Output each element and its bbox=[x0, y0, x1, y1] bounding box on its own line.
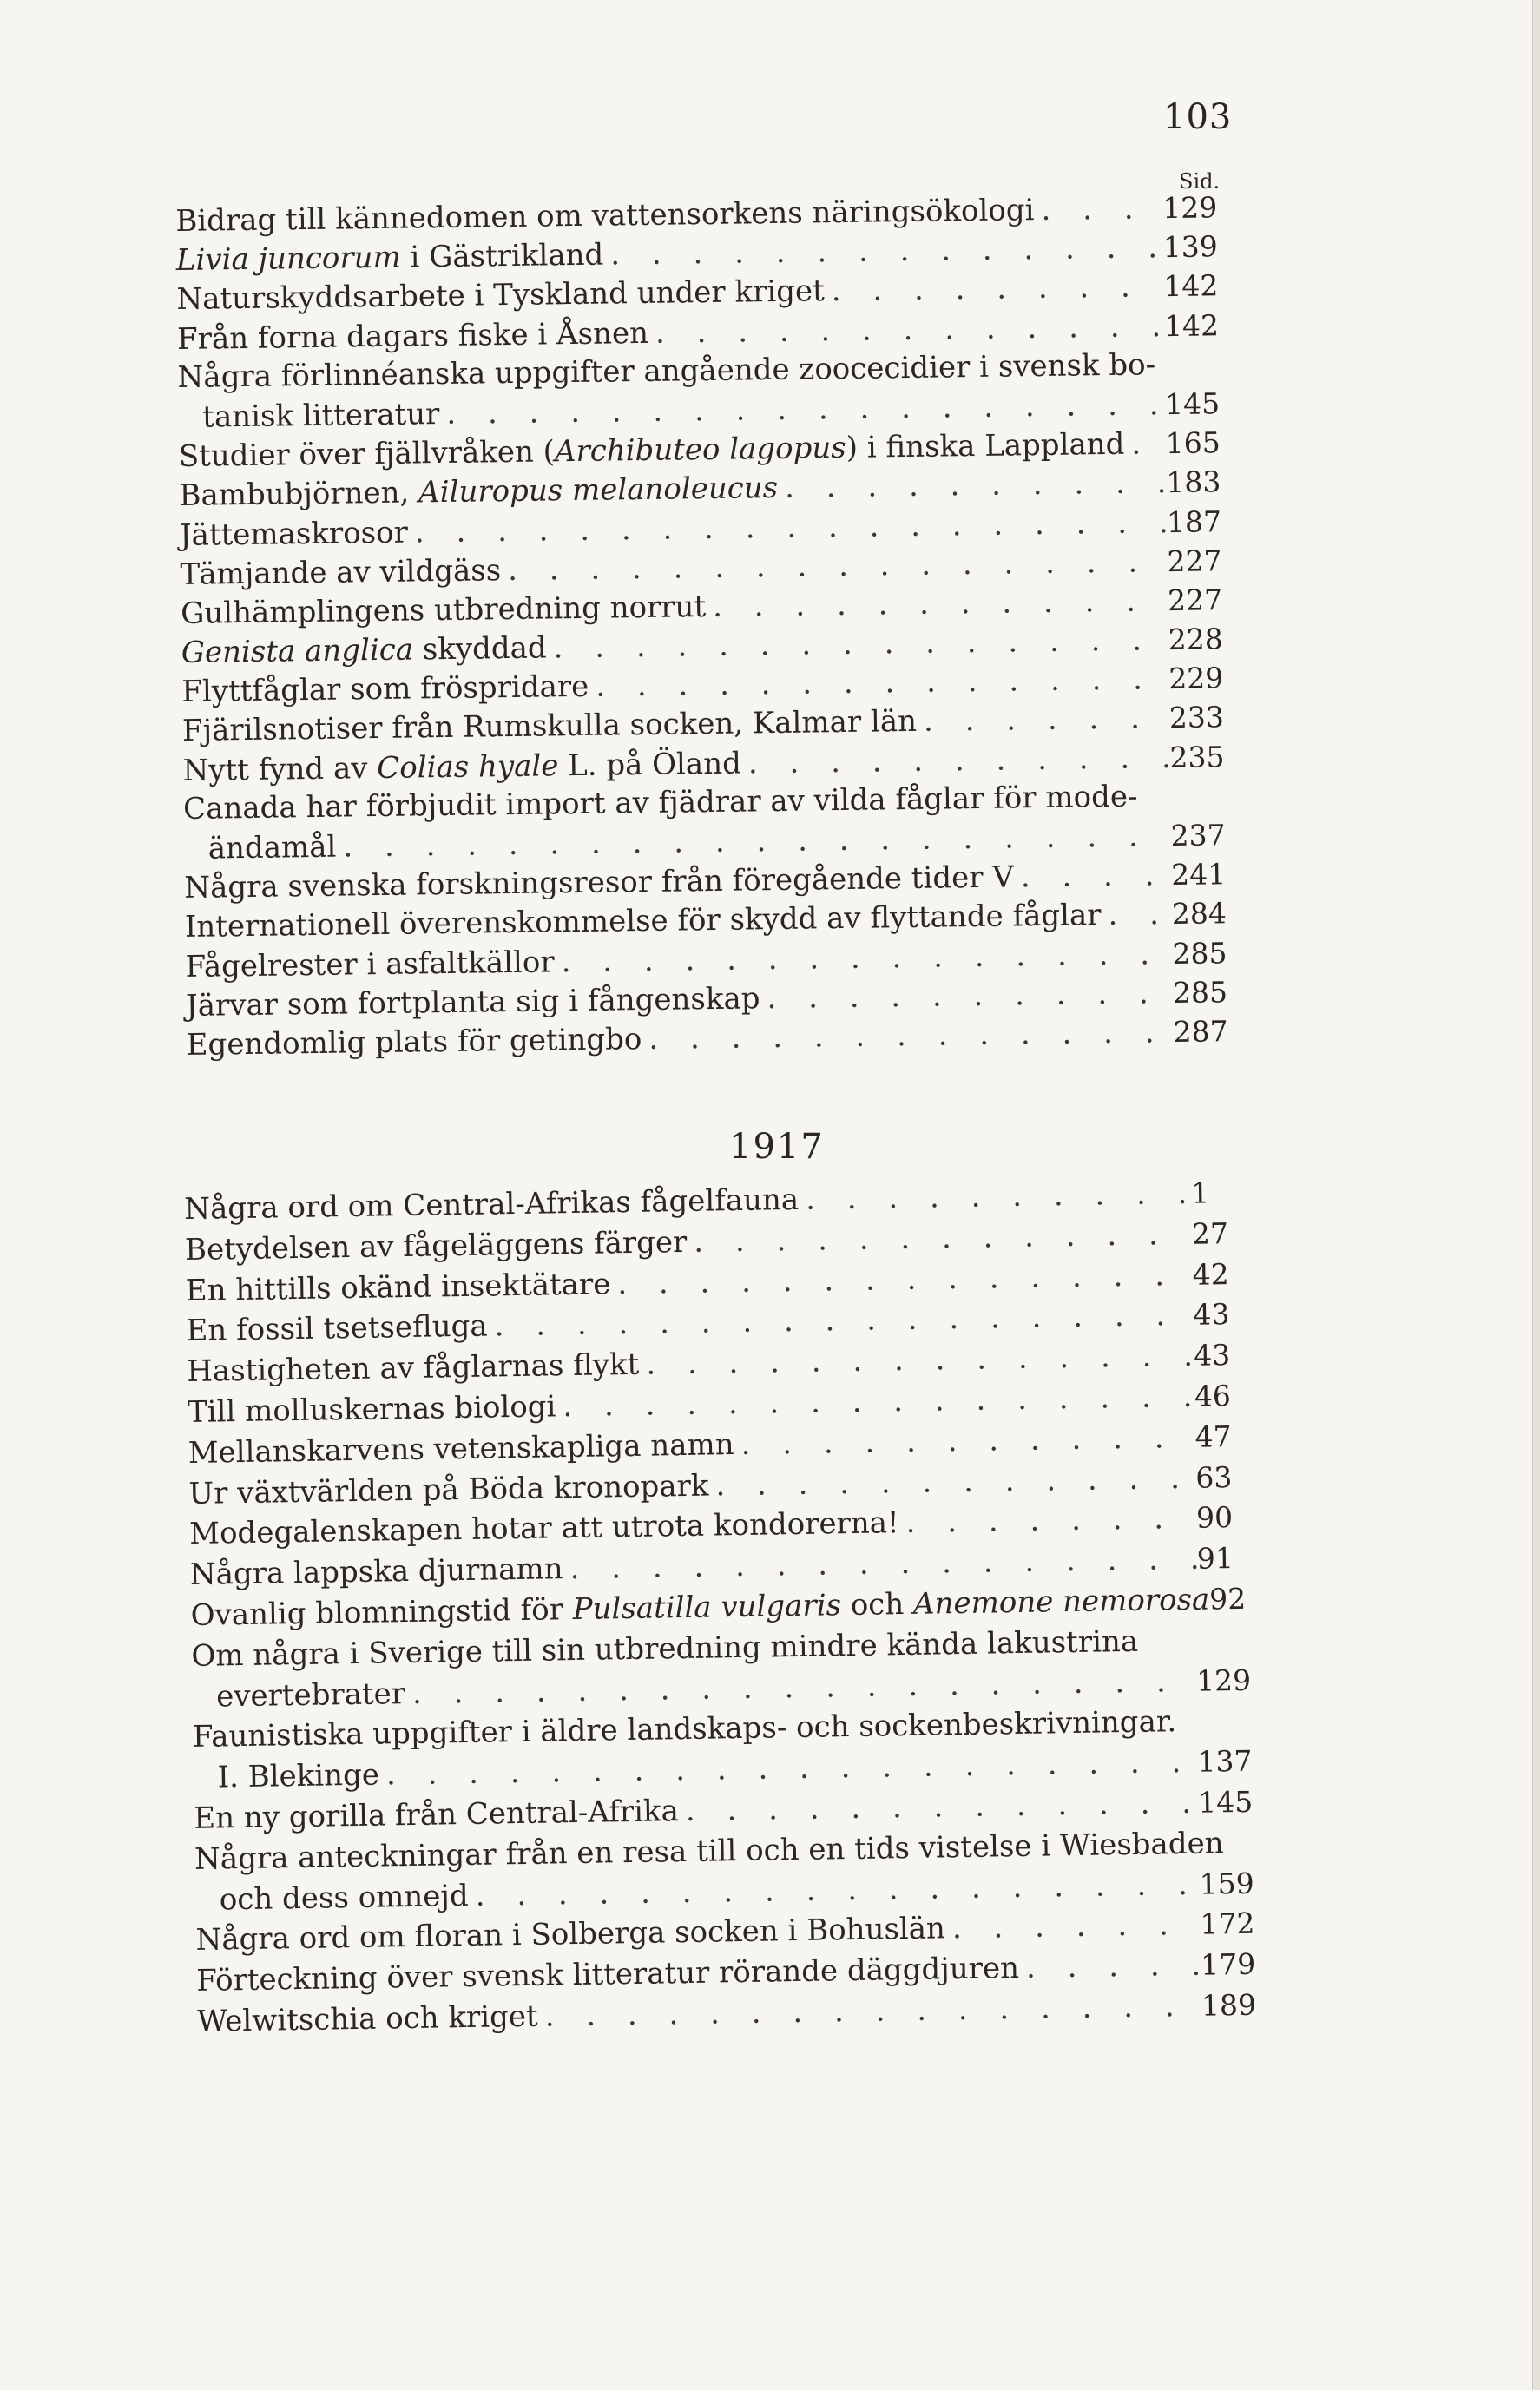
toc-entry-title: Fjärilsnotiser från Rumskulla socken, Kalmar län bbox=[181, 704, 918, 749]
toc-entry-page: 227 bbox=[1167, 543, 1222, 578]
toc-section-2 bbox=[184, 1173, 1256, 2043]
toc-entry-title: Hastigheten av fåglarnas flykt bbox=[186, 1346, 640, 1390]
dot-leader bbox=[799, 1174, 1192, 1221]
toc-entry-title: Ur växtvärlden på Böda kronopark bbox=[188, 1468, 709, 1511]
toc-section-1 bbox=[175, 188, 1228, 1064]
dot-leader bbox=[1124, 425, 1166, 464]
title-text: skyddad bbox=[412, 630, 547, 668]
title-text: L. på Öland bbox=[558, 746, 742, 783]
toc-entry-title: Canada har förbjudit import av fjädrar av vilda fåglar för mode- bbox=[182, 779, 1138, 826]
toc-entry-title: En hittills okänd insektätare bbox=[185, 1266, 611, 1308]
toc-entry-page: 129 bbox=[1162, 190, 1218, 226]
toc-entry-title: Betydelsen av fågeläggens färger bbox=[184, 1224, 688, 1267]
dot-leader bbox=[945, 1905, 1201, 1949]
title-text: Studier över fjällvråken ( bbox=[178, 434, 556, 475]
toc-entry-page: 187 bbox=[1166, 504, 1222, 539]
toc-entry-title: Flyttfåglar som fröspridare bbox=[181, 669, 589, 710]
dot-leader bbox=[824, 267, 1163, 311]
toc-entry-page: 47 bbox=[1194, 1419, 1232, 1454]
toc-entry-page: 145 bbox=[1164, 386, 1221, 422]
toc-entry-title: Några ord om floran i Solberga socken i Bohuslän bbox=[195, 1911, 946, 1959]
species-name: Anemone nemorosa bbox=[912, 1582, 1210, 1622]
toc-entry-page: 142 bbox=[1163, 268, 1219, 304]
toc-entry-page: 189 bbox=[1201, 1987, 1257, 2023]
toc-entry-title: Fågelrester i asfaltkällor bbox=[185, 944, 555, 984]
toc-entry-title: Järvar som fortplanta sig i fångenskap bbox=[185, 981, 760, 1024]
year-heading: 1917 bbox=[729, 1127, 825, 1167]
dot-leader bbox=[917, 700, 1169, 742]
title-text: ) i finska Lappland bbox=[846, 426, 1125, 466]
toc-entry-title: Från forna dagars fiske i Åsnen bbox=[176, 315, 649, 357]
page-column-label: Sid. bbox=[1179, 169, 1221, 194]
toc-entry-page: 129 bbox=[1195, 1662, 1252, 1698]
species-name: Genista anglica bbox=[181, 632, 414, 671]
toc-entry-title: En ny gorilla från Central-Afrika bbox=[194, 1794, 680, 1836]
dot-leader bbox=[642, 1013, 1174, 1059]
toc-entry-page: 183 bbox=[1166, 464, 1221, 500]
toc-entry-page: 285 bbox=[1172, 935, 1227, 971]
toc-entry-title: Förteckning över svensk litteratur rörande däggdjuren bbox=[196, 1951, 1020, 1999]
toc-entry-title: evertebrater bbox=[215, 1676, 406, 1715]
toc-entry-page: 145 bbox=[1197, 1784, 1254, 1820]
toc-entry-title: Några lappska djurnamn bbox=[189, 1551, 563, 1593]
toc-entry-title: Modegalenskapen hotar att utrota kondorerna! bbox=[188, 1505, 899, 1552]
toc-entry-title: Internationell överenskommelse för skydd av flyttande fåglar bbox=[184, 898, 1102, 945]
toc-entry-title: Några anteckningar från en resa till och en tids vistelse i Wiesbaden bbox=[194, 1826, 1224, 1877]
dot-leader bbox=[778, 464, 1167, 508]
dot-leader bbox=[1019, 1946, 1201, 1989]
toc-entry-page: 90 bbox=[1195, 1500, 1234, 1536]
toc-entry-title: Faunistiska uppgifter i äldre landskaps- och sockenbeskrivningar. bbox=[192, 1704, 1177, 1755]
toc-entry-page: 228 bbox=[1168, 622, 1223, 657]
toc-entry-page: 237 bbox=[1170, 818, 1226, 853]
toc-entry-page: 287 bbox=[1173, 1014, 1228, 1049]
toc-entry-page: 27 bbox=[1191, 1215, 1229, 1251]
species-name: Ailuropus melanoleucus bbox=[418, 471, 779, 510]
toc-entry-title: Mellanskarvens vetenskapliga namn bbox=[188, 1426, 734, 1471]
toc-entry-title: I. Blekinge bbox=[217, 1757, 380, 1795]
toc-entry-page: 43 bbox=[1193, 1297, 1230, 1333]
toc-entry-page: 284 bbox=[1171, 896, 1227, 932]
species-name: Livia juncorum bbox=[175, 240, 401, 279]
dot-leader bbox=[706, 582, 1168, 627]
dot-leader bbox=[898, 1498, 1196, 1544]
toc-entry-title: och dess omnejd bbox=[219, 1878, 469, 1918]
toc-entry-title: Till molluskernas biologi bbox=[187, 1389, 556, 1430]
toc-entry-title: Några svenska forskningsresor från föregående tider V bbox=[184, 859, 1015, 906]
toc-entry-page: 179 bbox=[1200, 1946, 1256, 1982]
toc-entry-page: 159 bbox=[1199, 1866, 1255, 1901]
toc-entry-page: 63 bbox=[1195, 1459, 1233, 1495]
title-text: Bambubjörnen, bbox=[179, 475, 419, 514]
species-name: Archibuteo lagopus bbox=[554, 431, 846, 470]
toc-entry-title: Egendomlig plats för getingbo bbox=[186, 1021, 642, 1063]
dot-leader bbox=[1101, 895, 1172, 935]
dot-leader bbox=[1014, 856, 1172, 898]
toc-entry-title bbox=[181, 629, 547, 674]
toc-entry-page: 229 bbox=[1168, 661, 1224, 696]
toc-entry-page: 172 bbox=[1200, 1906, 1255, 1942]
toc-entry-title: Naturskyddsarbete i Tyskland under kriget bbox=[176, 273, 826, 318]
toc-entry-page: 235 bbox=[1169, 739, 1225, 774]
toc-entry-title bbox=[176, 236, 604, 281]
toc-entry-title: Bidrag till kännedomen om vattensorkens näringsökologi bbox=[175, 193, 1035, 239]
dot-leader bbox=[741, 739, 1170, 784]
dot-leader bbox=[734, 1418, 1195, 1465]
toc-entry-title: Några förlinnéanska uppgifter angående zoocecidier i svensk bo- bbox=[177, 346, 1156, 395]
title-text: i Gästrikland bbox=[400, 237, 604, 275]
toc-entry-page: 91 bbox=[1196, 1541, 1234, 1576]
dot-leader bbox=[760, 974, 1173, 1018]
toc-entry-page: 43 bbox=[1193, 1338, 1231, 1373]
page-number: 103 bbox=[1163, 97, 1233, 137]
toc-entry-title: Tämjande av vildgäss bbox=[180, 552, 502, 592]
toc-entry-page: 285 bbox=[1172, 974, 1228, 1010]
dot-leader bbox=[1034, 189, 1162, 230]
species-name: Pulsatilla vulgaris bbox=[572, 1588, 842, 1627]
toc-entry-page: 165 bbox=[1165, 425, 1221, 461]
toc-entry-page: 46 bbox=[1194, 1379, 1232, 1413]
title-text: Ovanlig blomningstid för bbox=[190, 1591, 574, 1633]
toc-entry-page: 233 bbox=[1168, 700, 1225, 735]
toc-entry-title: Om några i Sverige till sin utbredning mindre kända lakustrina bbox=[191, 1623, 1139, 1674]
page-edge bbox=[1532, 0, 1540, 2390]
toc-entry-title: ändamål bbox=[207, 829, 337, 866]
toc-entry-title: tanisk litteratur bbox=[201, 396, 440, 435]
toc-entry-page: 241 bbox=[1170, 857, 1227, 892]
toc-entry-page: 139 bbox=[1162, 229, 1219, 265]
toc-entry-page: 227 bbox=[1167, 583, 1223, 617]
toc-entry-page: 42 bbox=[1192, 1256, 1229, 1292]
toc-entry-page: 1 bbox=[1190, 1175, 1210, 1210]
species-name: Colias hyale bbox=[376, 747, 559, 786]
toc-entry-title: Jättemaskrosor bbox=[179, 515, 409, 553]
toc-entry-page: 92 bbox=[1208, 1581, 1247, 1616]
toc-entry-page: 137 bbox=[1197, 1743, 1253, 1779]
title-text: och bbox=[840, 1586, 914, 1623]
toc-entry-title: En fossil tsetsefluga bbox=[186, 1308, 488, 1349]
toc-entry-page: 142 bbox=[1163, 307, 1220, 343]
toc-entry-title: Gulhämplingens utbredning norrut bbox=[180, 589, 707, 631]
toc-entry-title: Några ord om Central-Afrikas fågelfauna bbox=[184, 1182, 800, 1227]
title-text: Nytt fynd av bbox=[182, 750, 378, 788]
toc-entry-title: Welwitschia och kriget bbox=[196, 1998, 538, 2039]
